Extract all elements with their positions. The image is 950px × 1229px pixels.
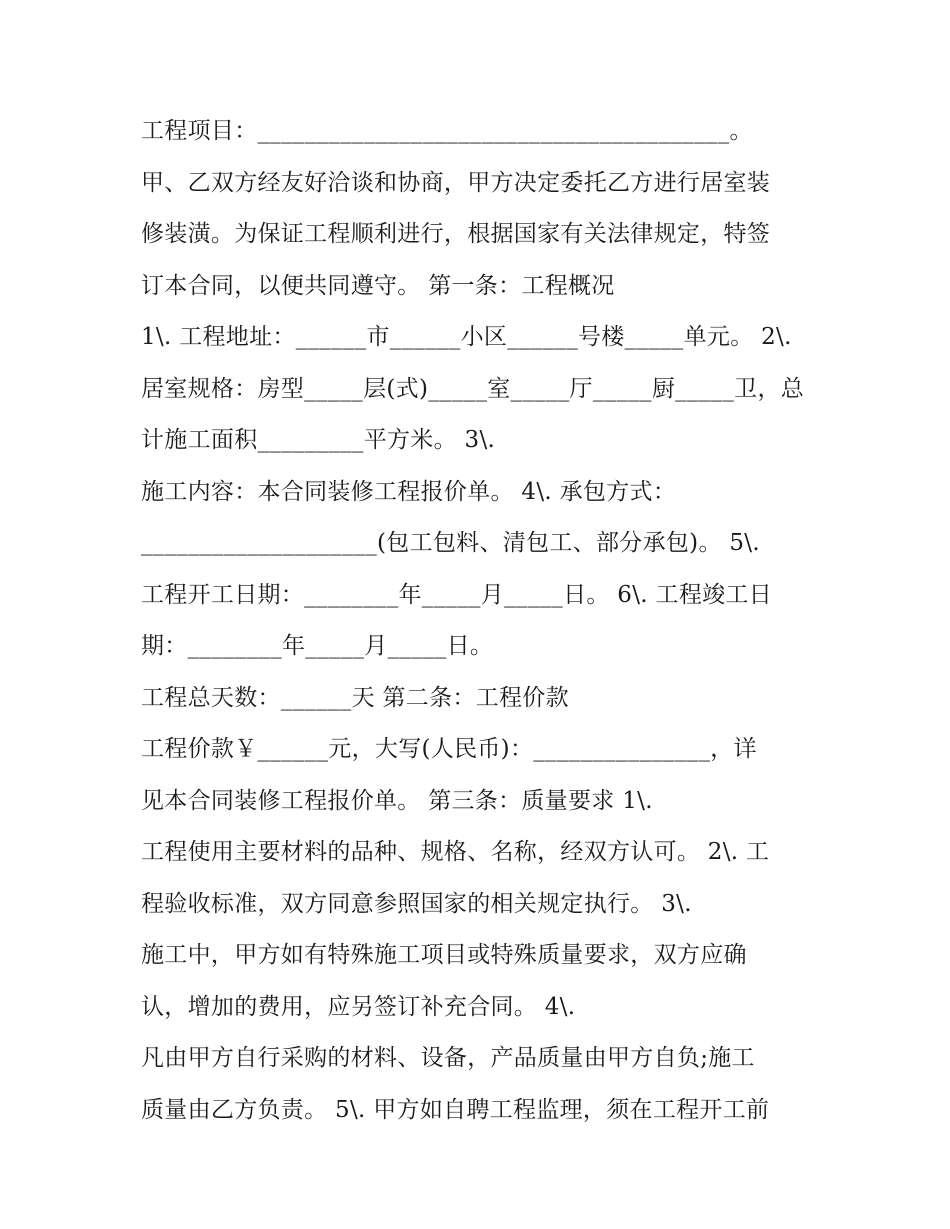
text-line-8: 施工内容：本合同装修工程报价单。 4\. 承包方式： bbox=[141, 478, 677, 505]
text-line-17: 施工中，甲方如有特殊施工项目或特殊质量要求，双方应确 bbox=[141, 942, 747, 968]
text-line-2: 甲、乙双方经友好洽谈和协商，甲方决定委托乙方进行居室装 bbox=[141, 169, 771, 196]
text-line-9: ____________________(包工包料、清包工、部分承包)。 5\. bbox=[141, 530, 760, 556]
text-line-16: 程验收标准，双方同意参照国家的相关规定执行。 3\. bbox=[141, 890, 692, 917]
text-line-20: 质量由乙方负责。 5\. 甲方如自聘工程监理，须在工程开工前 bbox=[141, 1096, 770, 1123]
text-line-19: 凡由甲方自行采购的材料、设备，产品质量由甲方自负;施工 bbox=[141, 1045, 755, 1071]
text-line-10: 工程开工日期：________年_____月_____日。 6\. 工程竣工日 bbox=[141, 581, 773, 608]
text-line-18: 认，增加的费用，应另签订补充合同。 4\. bbox=[141, 993, 576, 1020]
text-line-1: 工程项目：________________________________________。 bbox=[141, 118, 753, 144]
text-line-6: 居室规格：房型_____层(式)_____室_____厅_____厨_____卫，总 bbox=[141, 375, 805, 402]
text-line-7: 计施工面积_________平方米。 3\. bbox=[141, 427, 496, 453]
contract-text bbox=[141, 106, 821, 1136]
text-line-5: 1\. 工程地址：______市______小区______号楼_____单元。 2\. bbox=[141, 324, 792, 350]
text-line-11: 期：________年_____月_____日。 bbox=[141, 633, 494, 659]
text-line-15: 工程使用主要材料的品种、规格、名称，经双方认可。 2\. 工 bbox=[141, 839, 770, 865]
text-line-4: 订本合同，以便共同遵守。 第一条：工程概况 bbox=[141, 272, 615, 299]
text-line-3: 修装潢。为保证工程顺利进行，根据国家有关法律规定，特签 bbox=[141, 221, 771, 247]
text-line-14: 见本合同装修工程报价单。 第三条：质量要求 1\. bbox=[141, 787, 653, 814]
text-line-12: 工程总天数：______天 第二条：工程价款 bbox=[141, 684, 569, 711]
text-line-13: 工程价款￥______元，大写(人民币)：_______________，详 bbox=[141, 736, 757, 762]
